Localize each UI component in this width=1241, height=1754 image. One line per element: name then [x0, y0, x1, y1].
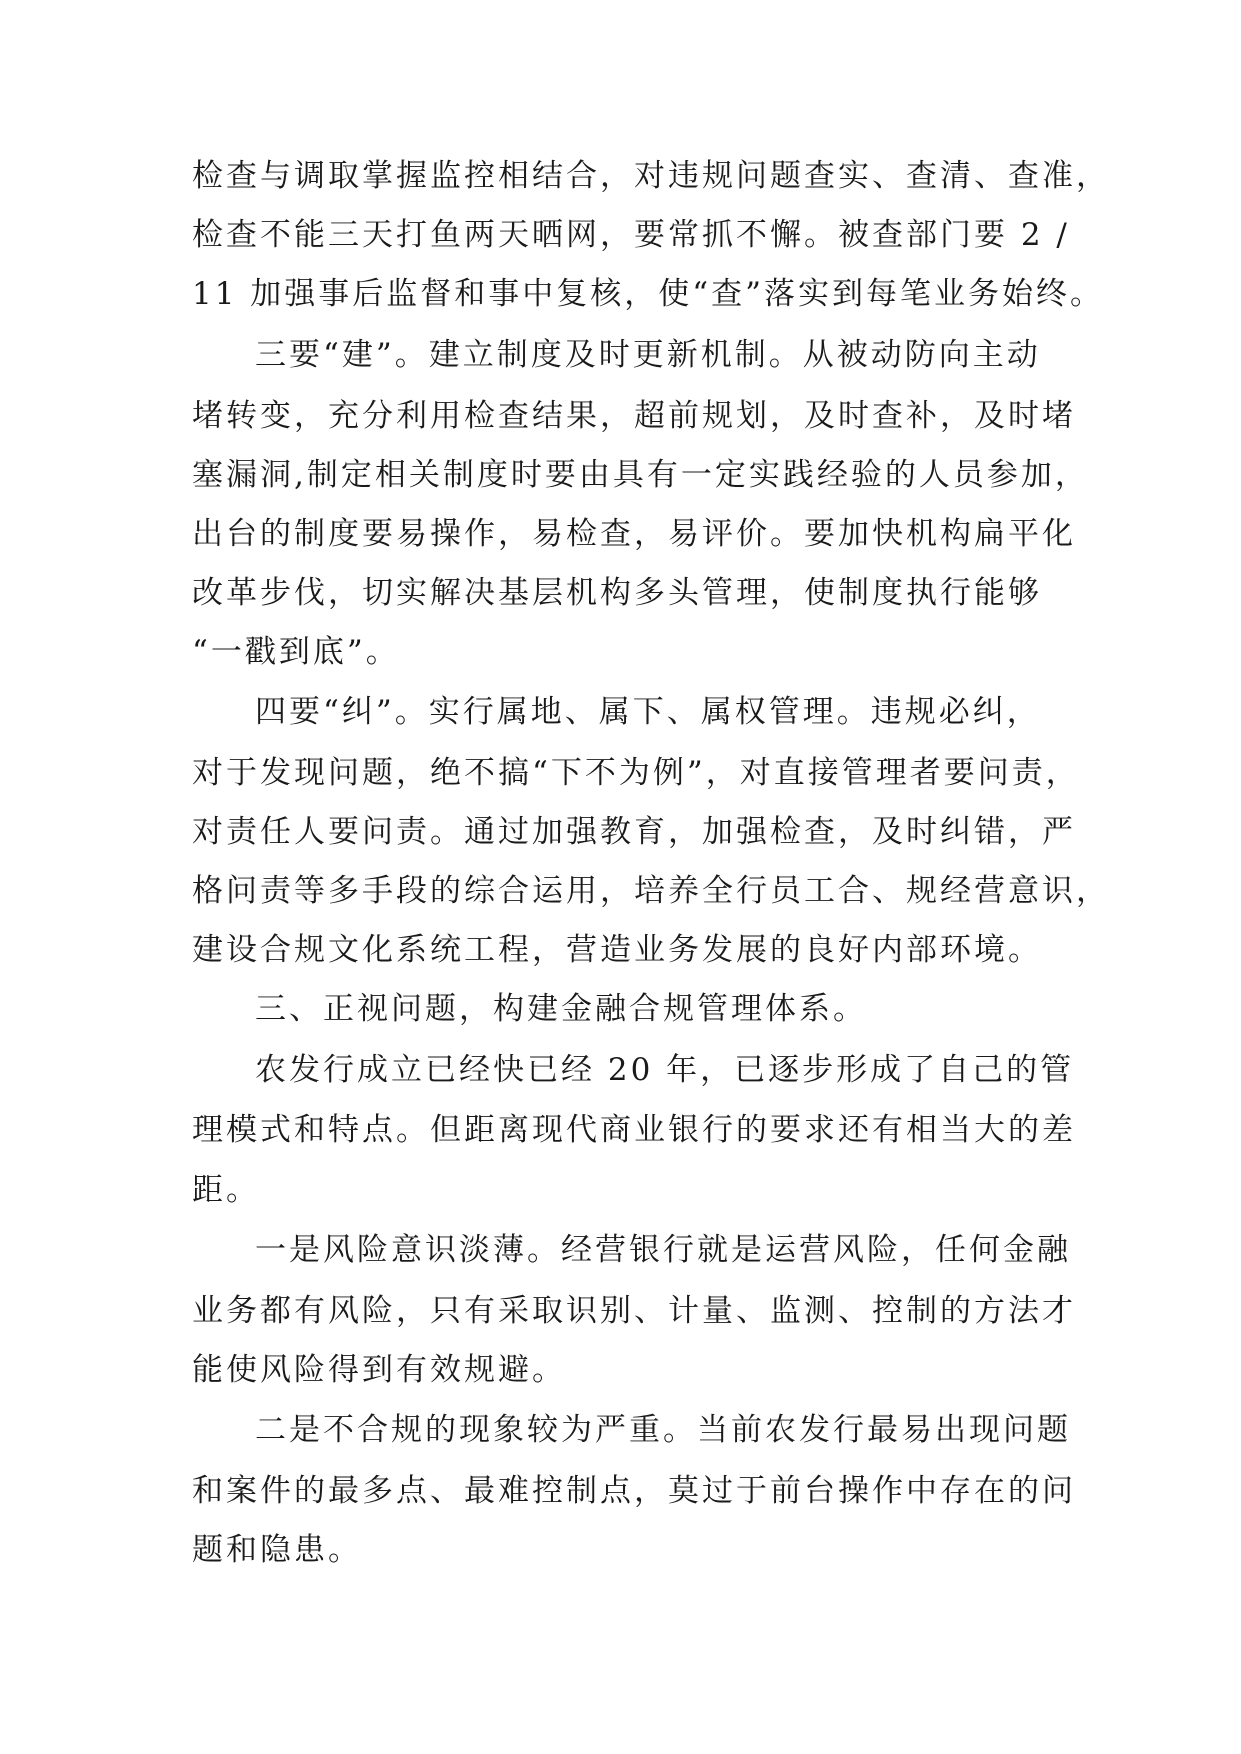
text-line: 距。 — [192, 1172, 260, 1208]
text-line: 改革步伐，切实解决基层机构多头管理，使制度执行能够 — [192, 575, 1042, 611]
text-line: 和案件的最多点、最难控制点，莫过于前台操作中存在的问 — [192, 1473, 1076, 1509]
text-line: 一是风险意识淡薄。经营银行就是运营风险，任何金融 — [255, 1232, 1071, 1268]
text-line: 农发行成立已经快已经 20 年，已逐步形成了自己的管 — [255, 1052, 1075, 1088]
text-line: 对于发现问题，绝不搞“下不为例”，对直接管理者要问责， — [192, 755, 1080, 791]
text-line: 检查不能三天打鱼两天晒网，要常抓不懈。被查部门要 2 / — [192, 217, 1070, 253]
text-line: 建设合规文化系统工程，营造业务发展的良好内部环境。 — [192, 932, 1042, 968]
text-line: 能使风险得到有效规避。 — [192, 1352, 566, 1388]
text-line: 三要“建”。建立制度及时更新机制。从被动防向主动 — [255, 337, 1041, 373]
text-line: 四要“纠”。实行属地、属下、属权管理。违规必纠， — [255, 694, 1041, 730]
text-line: 业务都有风险，只有采取识别、计量、监测、控制的方法才 — [192, 1293, 1076, 1329]
text-line: 堵转变，充分利用检查结果，超前规划，及时查补，及时堵 — [192, 398, 1076, 434]
text-line: 出台的制度要易操作，易检查，易评价。要加快机构扁平化 — [192, 516, 1076, 552]
text-line: 理模式和特点。但距离现代商业银行的要求还有相当大的差 — [192, 1112, 1076, 1148]
text-line: 对责任人要问责。通过加强教育，加强检查，及时纠错，严 — [192, 814, 1076, 850]
text-line: 检查与调取掌握监控相结合，对违规问题查实、查清、查准， — [192, 158, 1110, 194]
text-line: “一戳到底”。 — [192, 634, 400, 670]
text-line: 格问责等多手段的综合运用，培养全行员工合、规经营意识， — [192, 873, 1110, 909]
text-line: 11 加强事后监督和事中复核，使“查”落实到每笔业务始终。 — [192, 276, 1104, 312]
text-line: 题和隐患。 — [192, 1532, 362, 1568]
text-line: 二是不合规的现象较为严重。当前农发行最易出现问题 — [255, 1412, 1071, 1448]
text-line: 塞漏洞,制定相关制度时要由具有一定实践经验的人员参加， — [192, 457, 1089, 493]
section-heading: 三、正视问题，构建金融合规管理体系。 — [255, 991, 867, 1027]
